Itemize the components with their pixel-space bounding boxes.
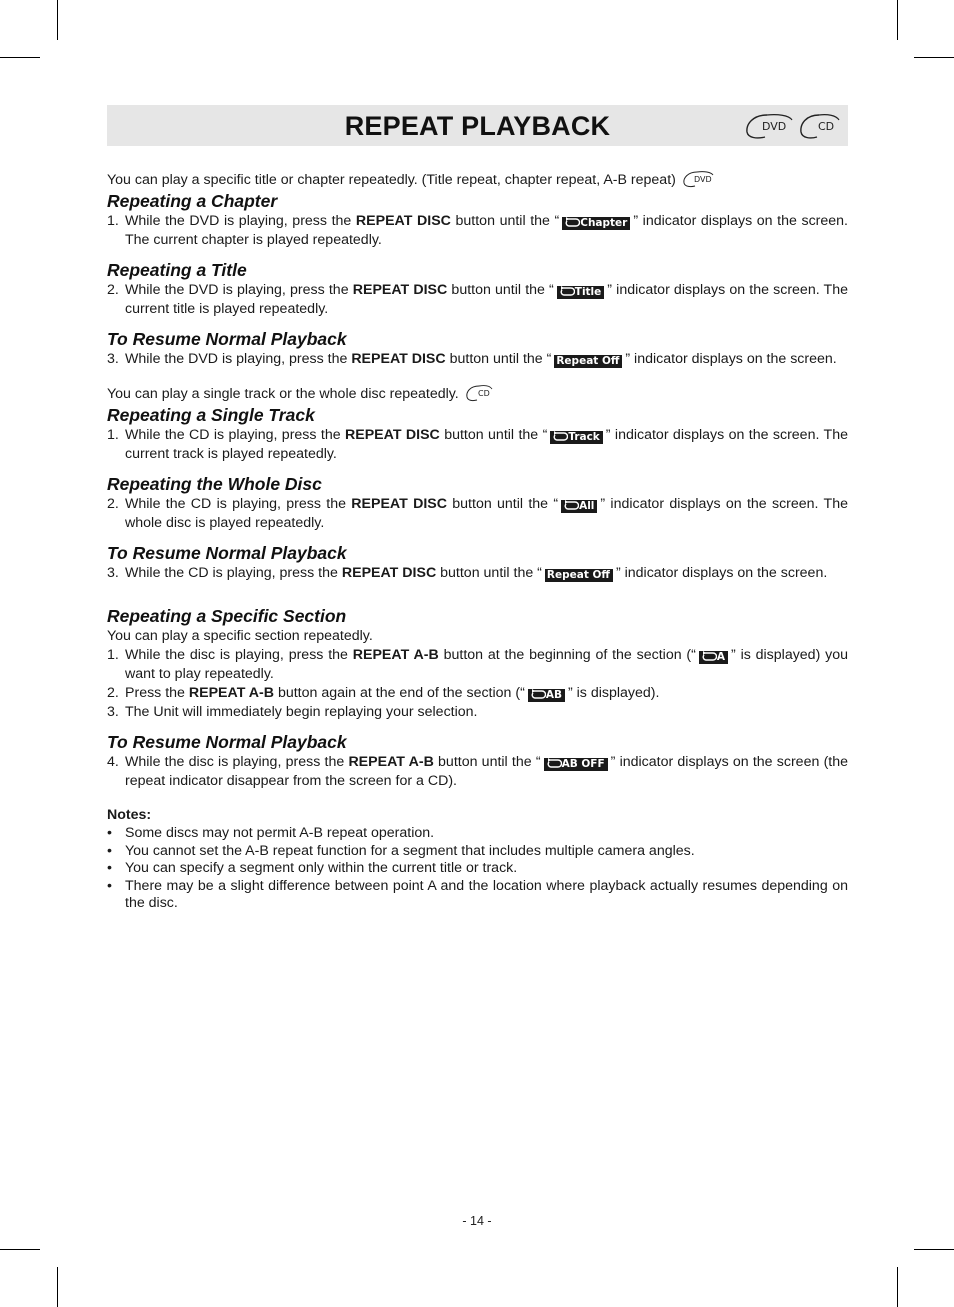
list-item: 1. While the disc is playing, press the REPEAT A-B button at the beginning of the section (“ A ” is displayed) you want to play repeatedly. — [107, 647, 849, 682]
heading-resume-ab: To Resume Normal Playback — [107, 732, 347, 752]
osd-repeat-off-indicator: Repeat Off — [554, 355, 622, 368]
list-item: 4. While the disc is playing, press the REPEAT A-B button until the “ AB OFF ” indicator displays on the screen (the repeat indicator disappear from the screen for a CD). — [107, 754, 849, 789]
crop-mark — [914, 57, 954, 58]
resume-cd-steps — [107, 564, 848, 583]
cd-small-logo-icon — [465, 384, 495, 402]
list-item: 1. While the CD is playing, press the REPEAT DISC button until the “ Track ” indicator displays on the screen. The current track is played repeatedly. — [107, 427, 848, 462]
repeat-icon — [559, 286, 575, 297]
cd-intro: You can play a single track or the whole disc repeatedly. CD — [107, 384, 848, 404]
osd-chapter-indicator: Chapter — [562, 217, 630, 230]
crop-mark — [0, 1249, 40, 1250]
ab-intro: You can play a specific section repeatedly. — [107, 628, 373, 644]
disc-steps — [107, 495, 848, 533]
notes-list — [107, 825, 848, 913]
osd-ab-indicator: AB — [528, 689, 565, 702]
list-item: • You can specify a segment only within the current title or track. — [107, 860, 518, 876]
crop-mark — [57, 0, 58, 40]
list-item: • Some discs may not permit A-B repeat operation. — [107, 825, 435, 841]
heading-repeating-title: Repeating a Title — [107, 260, 247, 280]
page-number: - 14 - — [462, 1214, 492, 1228]
list-item: 3. While the CD is playing, press the REPEAT DISC button until the “ Repeat Off ” indicator displays on the screen. — [107, 565, 828, 581]
list-item: 3. The Unit will immediately begin replaying your selection. — [107, 704, 478, 720]
track-steps — [107, 426, 848, 464]
list-item: 3. While the DVD is playing, press the REPEAT DISC button until the “ Repeat Off ” indicator displays on the screen. — [107, 351, 837, 367]
crop-mark — [57, 1267, 58, 1307]
repeat-icon — [701, 651, 717, 662]
list-item: • There may be a slight difference between point A and the location where playback actually resumes depending on the disc. — [107, 877, 848, 911]
svg-text:DVD: DVD — [693, 175, 712, 184]
dvd-logo-label: DVD — [762, 120, 787, 133]
ab-steps — [107, 646, 848, 722]
repeat-icon — [552, 431, 568, 442]
osd-a-indicator: A — [699, 651, 728, 664]
heading-repeating-track: Repeating a Single Track — [107, 405, 315, 425]
dvd-logo-icon — [745, 112, 795, 140]
svg-text:CD: CD — [477, 389, 490, 398]
resume-dvd-steps — [107, 350, 848, 369]
list-item: 2. Press the REPEAT A-B button again at the end of the section (“ AB ” is displayed). — [107, 685, 660, 701]
list-item: • You cannot set the A-B repeat function for a segment that includes multiple camera angles. — [107, 842, 695, 859]
notes-title: Notes: — [107, 807, 152, 823]
heading-repeating-chapter: Repeating a Chapter — [107, 191, 278, 211]
cd-logo-icon — [799, 112, 843, 140]
heading-repeating-specific-section: Repeating a Specific Section — [107, 606, 347, 626]
dvd-intro: You can play a specific title or chapter repeatedly. (Title repeat, chapter repeat, A-B repeat) DVD — [107, 170, 848, 190]
title-steps — [107, 281, 848, 319]
page-title: REPEAT PLAYBACK — [344, 111, 611, 141]
title-bar — [107, 105, 848, 146]
crop-mark — [897, 1267, 898, 1307]
crop-mark — [914, 1249, 954, 1250]
repeat-icon — [564, 217, 580, 228]
resume-ab-steps — [107, 753, 848, 791]
list-item: 2. While the DVD is playing, press the REPEAT DISC button until the “ Title ” indicator displays on the screen. The current title is played repeatedly. — [107, 282, 848, 317]
heading-repeating-whole-disc: Repeating the Whole Disc — [107, 474, 322, 494]
repeat-icon — [530, 689, 546, 700]
heading-resume-cd: To Resume Normal Playback — [107, 543, 347, 563]
osd-all-indicator: All — [561, 500, 597, 513]
chapter-steps — [107, 212, 848, 250]
crop-mark — [0, 57, 40, 58]
heading-resume-dvd: To Resume Normal Playback — [107, 329, 347, 349]
cd-logo-label: CD — [818, 120, 835, 133]
osd-track-indicator: Track — [550, 431, 602, 444]
repeat-icon — [563, 500, 579, 511]
list-item: 2. While the CD is playing, press the REPEAT DISC button until the “ All ” indicator displays on the screen. The whole disc is played repeatedly. — [107, 496, 848, 531]
dvd-small-logo-icon — [682, 170, 716, 188]
crop-mark — [897, 0, 898, 40]
list-item: 1. While the DVD is playing, press the REPEAT DISC button until the “ Chapter ” indicator displays on the screen. The current chapter is played repeatedly. — [107, 213, 848, 248]
page-content — [107, 170, 848, 913]
osd-title-indicator: Title — [557, 286, 605, 299]
osd-ab-off-indicator: AB OFF — [544, 758, 608, 771]
repeat-icon — [546, 758, 562, 769]
osd-repeat-off-indicator: Repeat Off — [545, 569, 613, 582]
